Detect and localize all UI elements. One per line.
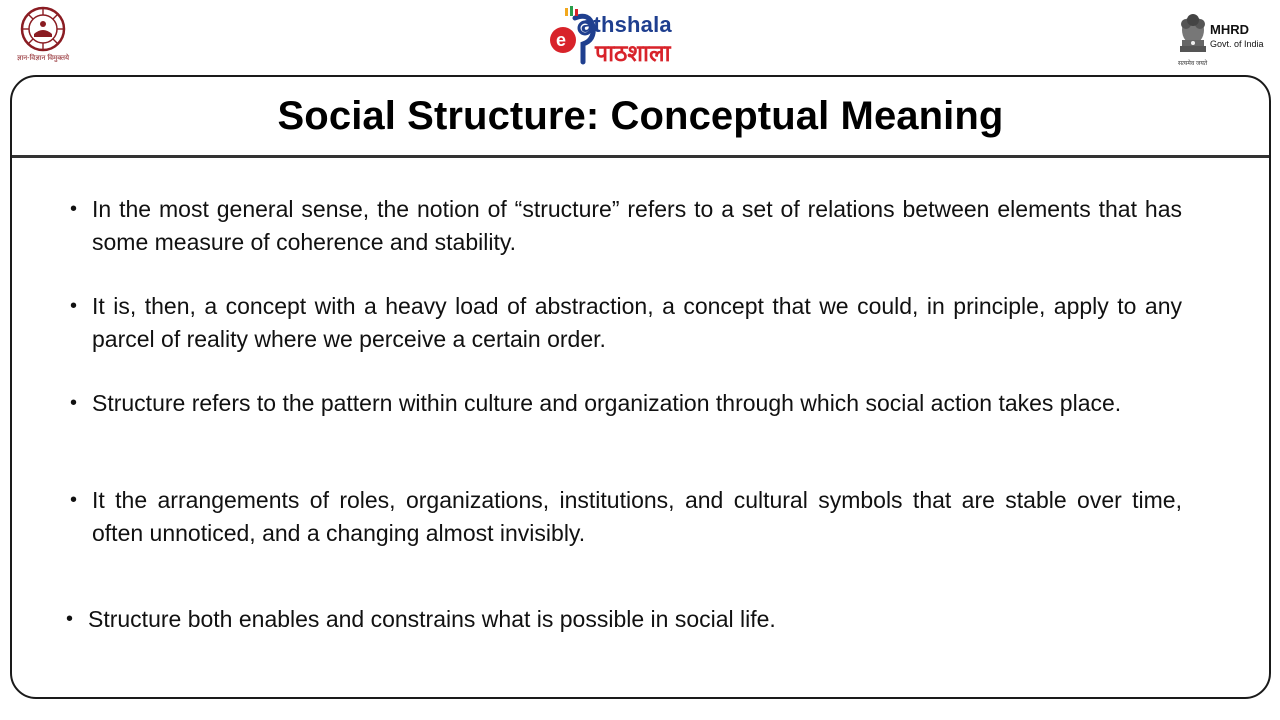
bullet-item [70,193,1182,259]
bullet-marker: • [70,489,78,511]
mhrd-subtitle: Govt. of India [1210,39,1264,49]
bullet-item [66,603,1178,636]
bullet-marker: • [70,295,78,317]
epathshala-english-wordmark: athshala [581,12,672,37]
epathshala-hindi-wordmark: पाठशाला [595,40,671,66]
bullet-text: It the arrangements of roles, organizations, institutions, and cultural symbols that are stable over time, often unnoticed, and a changing almost invisibly. [92,487,1182,546]
bullet-text: Structure both enables and constrains what is possible in social life. [88,606,776,632]
epathshala-logo [545,4,735,66]
ashoka-emblem-icon [1176,10,1210,58]
svg-text:e: e [556,30,567,50]
mhrd-logo [1174,8,1274,70]
bullet-marker: • [70,198,78,220]
ugc-caption: ज्ञान-विज्ञान विमुक्तये [16,55,70,62]
ugc-logo [12,6,74,74]
bullet-marker: • [66,608,74,630]
bullet-list [12,77,1269,697]
ugc-emblem-icon [20,6,66,52]
content-frame [10,75,1271,699]
bullet-text: It is, then, a concept with a heavy load of abstraction, a concept that we could, in principle, apply to any parcel of reality where we perceive a certain order. [92,293,1182,352]
bullet-text: In the most general sense, the notion of “structure” refers to a set of relations between elements that has some measure of coherence and stability. [92,196,1182,255]
bullet-item [70,290,1182,356]
mhrd-motto: सत्यमेव जयते [1178,61,1208,67]
slide-title: Social Structure: Conceptual Meaning [277,93,1004,138]
mhrd-title: MHRD [1210,22,1249,37]
bullet-text: Structure refers to the pattern within culture and organization through which social action takes place. [92,390,1122,416]
bullet-item [70,484,1182,550]
bullet-marker: • [70,392,78,414]
bullet-item [70,387,1182,420]
